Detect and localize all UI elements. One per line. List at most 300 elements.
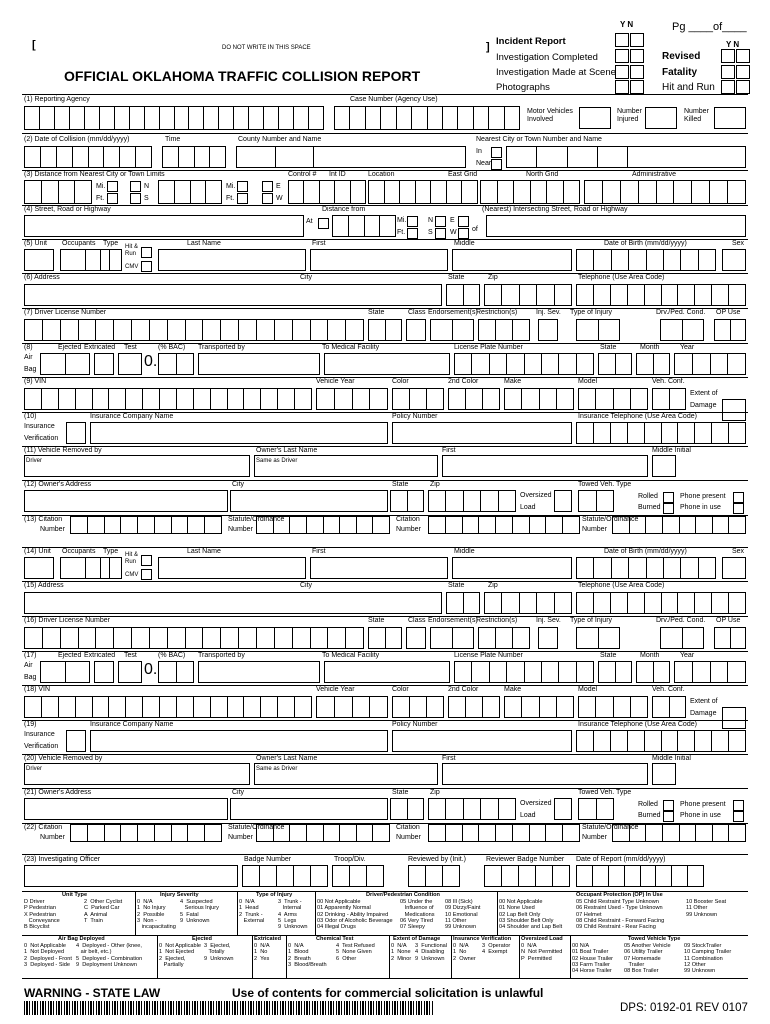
badge-number-boxes[interactable]	[242, 865, 328, 887]
statute2-number-boxes[interactable]	[612, 516, 746, 534]
south-checkbox-2[interactable]	[435, 228, 446, 239]
drv-ped-boxes[interactable]	[660, 627, 704, 649]
bracket-right: ]	[486, 41, 490, 53]
same-as-driver-label: Same as Driver	[256, 458, 298, 464]
cmv-label: CMV	[125, 572, 139, 578]
rolled-checkbox[interactable]	[663, 800, 674, 811]
unit-number-field[interactable]	[24, 557, 54, 579]
investigation-scene-no[interactable]	[630, 65, 644, 79]
mi-label-2: Mi.	[226, 183, 236, 190]
type-injury-boxes[interactable]	[576, 319, 620, 341]
owner-last-name-field[interactable]	[254, 455, 438, 477]
date-report-boxes[interactable]	[576, 865, 704, 887]
fatality-label: Fatality	[662, 67, 698, 78]
in-checkbox[interactable]	[491, 147, 502, 158]
distance1-boxes[interactable]	[24, 180, 92, 204]
vin-label: (18) VIN	[24, 686, 51, 693]
citation-number-label: Number	[40, 526, 65, 533]
last-name-label: Last Name	[187, 240, 221, 247]
do-not-write-label: DO NOT WRITE IN THIS SPACE	[222, 45, 311, 51]
op-use-boxes[interactable]	[714, 319, 746, 341]
color-boxes[interactable]	[392, 696, 444, 718]
medical-facility-field[interactable]	[324, 661, 450, 683]
restrictions-boxes[interactable]	[478, 319, 530, 341]
incident-report-no[interactable]	[630, 33, 644, 47]
vehicle-year-label: Vehicle Year	[316, 686, 355, 693]
medical-facility-label: To Medical Facility	[322, 344, 380, 351]
zip-boxes[interactable]	[484, 592, 572, 614]
control-boxes[interactable]	[288, 180, 366, 204]
sex-field[interactable]	[722, 249, 746, 271]
plate-month-boxes[interactable]	[636, 353, 670, 375]
address-field[interactable]	[24, 592, 442, 614]
reviewer-badge-label: Reviewer Badge Number	[486, 856, 565, 863]
first-name-field[interactable]	[310, 249, 448, 271]
test-field[interactable]	[118, 353, 142, 375]
owner-city-field[interactable]	[230, 798, 388, 820]
citation2-label: Citation	[396, 516, 420, 523]
north-grid-boxes[interactable]	[584, 180, 746, 204]
east-grid-label: East Grid	[448, 171, 478, 178]
citation-label: (13) Citation	[24, 516, 63, 523]
vin-boxes[interactable]	[24, 388, 312, 410]
license-plate-boxes[interactable]	[454, 353, 594, 375]
owner-state-boxes[interactable]	[390, 798, 424, 820]
insurance-phone-boxes[interactable]	[576, 422, 746, 444]
w-label: W	[276, 195, 283, 202]
driver-license-label: (7) Driver License Number	[24, 309, 107, 316]
cmv-checkbox[interactable]	[141, 569, 152, 580]
address-label: (6) Address	[24, 274, 60, 281]
investigation-completed-yes[interactable]	[615, 49, 629, 63]
driver-label: Driver	[26, 766, 42, 772]
class-field[interactable]	[406, 319, 426, 341]
license-state-boxes[interactable]	[368, 319, 402, 341]
bac-label: (% BAC)	[158, 344, 186, 351]
inj-sev-field[interactable]	[538, 319, 558, 341]
date-collision-label: (2) Date of Collision (mm/dd/yyyy)	[24, 136, 130, 143]
owner-state-label: State	[392, 789, 409, 796]
transported-field[interactable]	[198, 353, 320, 375]
statute-number-boxes[interactable]	[256, 516, 390, 534]
phone-present-checkbox[interactable]	[733, 800, 744, 811]
model-label: Model	[578, 686, 598, 693]
owner-address-field[interactable]	[24, 490, 228, 512]
form-number: DPS: 0192-01 REV 0107	[620, 1002, 748, 1014]
north-checkbox-2[interactable]	[435, 216, 446, 227]
mi-label-3: Mi.	[397, 217, 407, 224]
ft-checkbox-1[interactable]	[107, 193, 118, 204]
statute2-label: Statute/Ordinance	[582, 824, 639, 831]
vin-boxes[interactable]	[24, 696, 312, 718]
zip-label: Zip	[488, 274, 498, 281]
bag-label: Bag	[24, 674, 37, 681]
oversized-label: Oversized	[520, 800, 552, 807]
int-id-label: Int ID	[329, 171, 346, 178]
last-name-label: Last Name	[187, 548, 221, 555]
unit-label: (5) Unit	[24, 240, 47, 247]
policy-number-field[interactable]	[392, 730, 572, 752]
troop-boxes[interactable]	[332, 865, 384, 887]
county-boxes[interactable]	[236, 146, 466, 168]
zip-boxes[interactable]	[484, 284, 572, 306]
rolled-label: Rolled	[638, 801, 658, 808]
legend-condition-b: 05 Under the Influence of Medications 06 Very Tired 07 Sleepy	[400, 899, 435, 931]
policy-number-label: Policy Number	[392, 721, 438, 728]
hit-and-run-yes[interactable]	[721, 80, 735, 94]
investigation-completed-no[interactable]	[630, 49, 644, 63]
legend-type-injury-title: Type of Injury	[256, 892, 293, 898]
middle-name-label: Middle	[454, 548, 475, 555]
insurance-company-field[interactable]	[90, 730, 388, 752]
owner-middle-initial-label: Middle Initial	[652, 755, 691, 762]
vehicle-removed-field[interactable]	[24, 763, 250, 785]
insurance-phone-label: Insurance Telephone (Use Area Code)	[578, 721, 697, 728]
north-checkbox[interactable]	[130, 181, 141, 192]
test-field[interactable]	[118, 661, 142, 683]
west-checkbox[interactable]	[262, 193, 273, 204]
owner-zip-boxes[interactable]	[428, 798, 516, 820]
east-grid-boxes[interactable]	[480, 180, 580, 204]
endorsements-boxes[interactable]	[430, 627, 474, 649]
model-boxes[interactable]	[578, 696, 648, 718]
towed-veh-boxes[interactable]	[578, 798, 614, 820]
report-title: OFFICIAL OKLAHOMA TRAFFIC COLLISION REPORT	[64, 68, 421, 84]
hit-run-checkbox[interactable]	[141, 247, 152, 258]
bac-label: (% BAC)	[158, 652, 186, 659]
phone-in-use-label: Phone in use	[680, 812, 721, 819]
legend-injury-a: 0 N/A 1 No Injury 2 Possible 3 Non - incapacitating	[137, 899, 176, 931]
owner-city-label: City	[232, 481, 245, 488]
op-use-boxes[interactable]	[714, 627, 746, 649]
telephone-boxes[interactable]	[576, 592, 746, 614]
vehicle-removed-field[interactable]	[24, 455, 250, 477]
owner-state-boxes[interactable]	[390, 490, 424, 512]
type-label: Type	[103, 548, 119, 555]
legend-oversized-title: Oversized Load	[521, 936, 563, 942]
owner-first-label: First	[442, 447, 456, 454]
extent-damage-field[interactable]	[722, 399, 746, 421]
owner-last-name-field[interactable]	[254, 763, 438, 785]
telephone-label: Telephone (Use Area Code)	[578, 582, 665, 589]
class-label: Class	[408, 309, 426, 316]
citation-number-boxes[interactable]	[70, 824, 222, 842]
make-label: Make	[504, 686, 522, 693]
mi-checkbox-3[interactable]	[407, 216, 418, 227]
drv-ped-boxes[interactable]	[660, 319, 704, 341]
at-checkbox[interactable]	[318, 218, 329, 229]
bac-prefix: 0.	[144, 353, 158, 370]
phone-in-use-checkbox[interactable]	[733, 503, 744, 514]
citation2-number-label: Number	[396, 834, 421, 841]
phone-in-use-checkbox[interactable]	[733, 811, 744, 822]
location-boxes[interactable]	[368, 180, 478, 204]
plate-month-label: Month	[640, 652, 660, 659]
hit-run-label: Hit & Run	[125, 244, 139, 257]
make-label: Make	[504, 378, 522, 385]
make-boxes[interactable]	[504, 388, 574, 410]
n-label: N	[144, 183, 150, 190]
photographs-no[interactable]	[630, 80, 644, 94]
first-name-label: First	[312, 240, 326, 247]
ejected-label: Ejected	[58, 652, 82, 659]
investigation-scene-yes[interactable]	[615, 65, 629, 79]
occupants-label: Occupants	[62, 548, 96, 555]
owner-middle-initial-field[interactable]	[652, 455, 676, 477]
number-injured-label: Number Injured	[617, 108, 642, 123]
last-name-field[interactable]	[158, 557, 306, 579]
endorsements-boxes[interactable]	[430, 319, 474, 341]
hit-run-label: Hit & Run	[125, 552, 139, 565]
legend-extent-b: 3 Functional 4 Disabling 9 Unknown	[415, 943, 448, 962]
policy-number-label: Policy Number	[392, 413, 438, 420]
load-label: Load	[520, 504, 536, 511]
middle-name-label: Middle	[454, 240, 475, 247]
mi-checkbox-1[interactable]	[107, 181, 118, 192]
fatality-no[interactable]	[736, 65, 750, 79]
second-color-boxes[interactable]	[448, 696, 500, 718]
investigating-officer-field[interactable]	[24, 865, 238, 887]
oversized-load-field[interactable]	[554, 798, 572, 820]
license-plate-boxes[interactable]	[454, 661, 594, 683]
restrictions-label: Restriction(s)	[476, 617, 518, 624]
policy-number-field[interactable]	[392, 422, 572, 444]
bracket-left: [	[32, 39, 36, 51]
burned-label: Burned	[638, 812, 661, 819]
vehicle-year-boxes[interactable]	[316, 388, 388, 410]
test-label: Test	[124, 652, 137, 659]
legend-type-injury-a: 0 N/A 1 Head 2 Trunk - External	[239, 899, 265, 924]
citation2-number-boxes[interactable]	[428, 516, 580, 534]
test-label: Test	[124, 344, 137, 351]
legend-ejected-title: Ejected	[192, 936, 212, 942]
east-checkbox[interactable]	[262, 181, 273, 192]
drv-ped-label: Drv./Ped. Cond.	[656, 617, 706, 624]
op-use-label: OP Use	[716, 617, 741, 624]
plate-month-label: Month	[640, 344, 660, 351]
load-label: Load	[520, 812, 536, 819]
mi-checkbox-2[interactable]	[237, 181, 248, 192]
south-checkbox[interactable]	[130, 193, 141, 204]
dob-boxes[interactable]	[576, 249, 716, 271]
reviewed-by-boxes[interactable]	[408, 865, 460, 887]
op-use-label: OP Use	[716, 309, 741, 316]
owner-first-field[interactable]	[442, 455, 648, 477]
plate-month-boxes[interactable]	[636, 661, 670, 683]
fatality-yes[interactable]	[721, 65, 735, 79]
license-state-label: State	[368, 309, 385, 316]
number-injured-field[interactable]	[645, 107, 677, 129]
veh-conf-boxes[interactable]	[652, 388, 686, 410]
rolled-checkbox[interactable]	[663, 492, 674, 503]
model-boxes[interactable]	[578, 388, 648, 410]
burned-label: Burned	[638, 504, 661, 511]
plate-state-boxes[interactable]	[598, 353, 632, 375]
insurance-company-field[interactable]	[90, 422, 388, 444]
bac-boxes[interactable]	[158, 661, 194, 683]
statute2-number-boxes[interactable]	[612, 824, 746, 842]
same-as-driver-label: Same as Driver	[256, 766, 298, 772]
hit-run-checkbox[interactable]	[141, 555, 152, 566]
statute-number-boxes[interactable]	[256, 824, 390, 842]
occupants-label: Occupants	[62, 240, 96, 247]
owner-city-field[interactable]	[230, 490, 388, 512]
middle-name-field[interactable]	[452, 249, 572, 271]
revised-yes[interactable]	[721, 49, 735, 63]
make-boxes[interactable]	[504, 696, 574, 718]
near-checkbox[interactable]	[491, 159, 502, 170]
insurance-label: Insurance	[24, 731, 55, 738]
plate-year-label: Year	[680, 344, 695, 351]
license-plate-label: License Plate Number	[454, 344, 523, 351]
license-state-boxes[interactable]	[368, 627, 402, 649]
legend-airbag-a: 0 Not Applicable 1 Not Deployed 2 Deployed - Front 3 Deployed - Side	[24, 943, 72, 968]
cmv-checkbox[interactable]	[141, 261, 152, 272]
plate-state-label: State	[600, 652, 617, 659]
citation2-number-boxes[interactable]	[428, 824, 580, 842]
state-boxes[interactable]	[446, 592, 480, 614]
unit-type-field[interactable]	[100, 249, 122, 271]
plate-year-label: Year	[680, 652, 695, 659]
investigation-at-scene-label: Investigation Made at Scene	[496, 67, 616, 78]
veh-conf-label: Veh. Conf.	[652, 378, 685, 385]
time-boxes[interactable]	[162, 146, 226, 168]
north-grid-label: North Grid	[526, 171, 559, 178]
nearest-city-boxes[interactable]	[506, 146, 746, 168]
type-label: Type	[103, 240, 119, 247]
ft-label-3: Ft.	[397, 229, 406, 236]
oversized-load-field[interactable]	[554, 490, 572, 512]
medical-facility-field[interactable]	[324, 353, 450, 375]
transported-field[interactable]	[198, 661, 320, 683]
legend-towed-b: 05 Another Vehicle 06 Utility Trailer 07 Homemade Trailer 08 Box Trailer	[624, 943, 671, 975]
driver-license-boxes[interactable]	[24, 319, 364, 341]
first-name-field[interactable]	[310, 557, 448, 579]
sex-label: Sex	[732, 548, 745, 555]
legend-op-a: 05 Child Restraint Type Unknown 06 Restraint Used - Type Unknown 07 Helmet 08 Child Restraint - Forward Facing 09 Child Restraint - Rear Facing	[576, 899, 665, 931]
class-label: Class	[408, 617, 426, 624]
plate-year-boxes[interactable]	[674, 353, 746, 375]
dob-boxes[interactable]	[576, 557, 716, 579]
ft-checkbox-3[interactable]	[407, 228, 418, 239]
burned-checkbox[interactable]	[663, 503, 674, 514]
legend-ejected-b: 3 Ejected, Totally 9 Unknown	[204, 943, 234, 962]
address-field[interactable]	[24, 284, 442, 306]
plate-year-boxes[interactable]	[674, 661, 746, 683]
class-field[interactable]	[406, 627, 426, 649]
extent-damage-field[interactable]	[722, 707, 746, 729]
extricated-field[interactable]	[94, 661, 114, 683]
case-number-boxes[interactable]	[334, 106, 520, 130]
incident-report-yes[interactable]	[615, 33, 629, 47]
n-label-2: N	[428, 217, 434, 224]
last-name-field[interactable]	[158, 249, 306, 271]
ft-checkbox-2[interactable]	[237, 193, 248, 204]
unit-number-field[interactable]	[24, 249, 54, 271]
airbag-ejected-boxes[interactable]	[40, 353, 90, 375]
investigation-completed-label: Investigation Completed	[496, 52, 598, 63]
owner-middle-initial-label: Middle Initial	[652, 447, 691, 454]
sex-field[interactable]	[722, 557, 746, 579]
intersecting-street-field[interactable]	[486, 215, 746, 237]
motor-vehicles-field[interactable]	[579, 107, 611, 129]
type-injury-boxes[interactable]	[576, 627, 620, 649]
date-collision-boxes[interactable]	[24, 146, 152, 168]
vehicle-year-boxes[interactable]	[316, 696, 388, 718]
inj-sev-label: Inj. Sev.	[536, 617, 561, 624]
sex-label: Sex	[732, 240, 745, 247]
reporting-agency-boxes[interactable]	[24, 106, 324, 130]
intersecting-street-label: (Nearest) Intersecting Street, Road or Highway	[482, 206, 628, 213]
street-field[interactable]	[24, 215, 304, 237]
transported-label: Transported by	[198, 652, 245, 659]
distance-from-boxes[interactable]	[332, 215, 396, 237]
telephone-boxes[interactable]	[576, 284, 746, 306]
photographs-yes[interactable]	[615, 80, 629, 94]
veh-conf-boxes[interactable]	[652, 696, 686, 718]
owner-middle-initial-field[interactable]	[652, 763, 676, 785]
distance2-boxes[interactable]	[158, 180, 222, 204]
legend-unit-type-b: 2 Other Cyclist C Parked Car A Animal T Train	[84, 899, 123, 924]
insurance-verification-field[interactable]	[66, 730, 86, 752]
legend-towed-a: 00 N/A 01 Boat Trailer 02 House Trailer 03 Farm Trailer 04 Horse Trailer	[572, 943, 614, 975]
revised-no[interactable]	[736, 49, 750, 63]
legend-ejected-a: 0 Not Applicable 1 Not Ejected 2 Ejected, Partially	[159, 943, 201, 968]
towed-veh-type-label: Towed Veh. Type	[578, 789, 632, 796]
owner-zip-boxes[interactable]	[428, 490, 516, 512]
number-killed-label: Number Killed	[684, 108, 709, 123]
owner-first-field[interactable]	[442, 763, 648, 785]
endorsements-label: Endorsement(s)	[428, 617, 478, 624]
extricated-field[interactable]	[94, 353, 114, 375]
number-killed-field[interactable]	[714, 107, 746, 129]
towed-veh-boxes[interactable]	[578, 490, 614, 512]
state-boxes[interactable]	[446, 284, 480, 306]
extent-label: Extent of	[690, 698, 718, 705]
yn-header-top: Y N	[620, 20, 634, 29]
burned-checkbox[interactable]	[663, 811, 674, 822]
inj-sev-field[interactable]	[538, 627, 558, 649]
insurance-verification-field[interactable]	[66, 422, 86, 444]
restrictions-boxes[interactable]	[478, 627, 530, 649]
row8-label: (8)	[24, 344, 33, 351]
east-checkbox-2[interactable]	[458, 216, 469, 227]
statute2-number-label: Number	[582, 526, 607, 533]
hit-and-run-no[interactable]	[736, 80, 750, 94]
airbag-ejected-boxes[interactable]	[40, 661, 90, 683]
west-checkbox-2[interactable]	[458, 228, 469, 239]
phone-present-checkbox[interactable]	[733, 492, 744, 503]
hit-and-run-label: Hit and Run	[662, 82, 715, 93]
endorsements-label: Endorsement(s)	[428, 309, 478, 316]
unit-type-field[interactable]	[100, 557, 122, 579]
bac-boxes[interactable]	[158, 353, 194, 375]
color-boxes[interactable]	[392, 388, 444, 410]
plate-state-boxes[interactable]	[598, 661, 632, 683]
owner-state-label: State	[392, 481, 409, 488]
address-label: (15) Address	[24, 582, 64, 589]
middle-name-field[interactable]	[452, 557, 572, 579]
damage-label: Damage	[690, 402, 717, 409]
revised-label: Revised	[662, 51, 701, 62]
owner-address-field[interactable]	[24, 798, 228, 820]
driver-license-boxes[interactable]	[24, 627, 364, 649]
citation-number-boxes[interactable]	[70, 516, 222, 534]
insurance-phone-boxes[interactable]	[576, 730, 746, 752]
reviewer-badge-boxes[interactable]	[484, 865, 570, 887]
vin-label: (9) VIN	[24, 378, 47, 385]
second-color-boxes[interactable]	[448, 388, 500, 410]
